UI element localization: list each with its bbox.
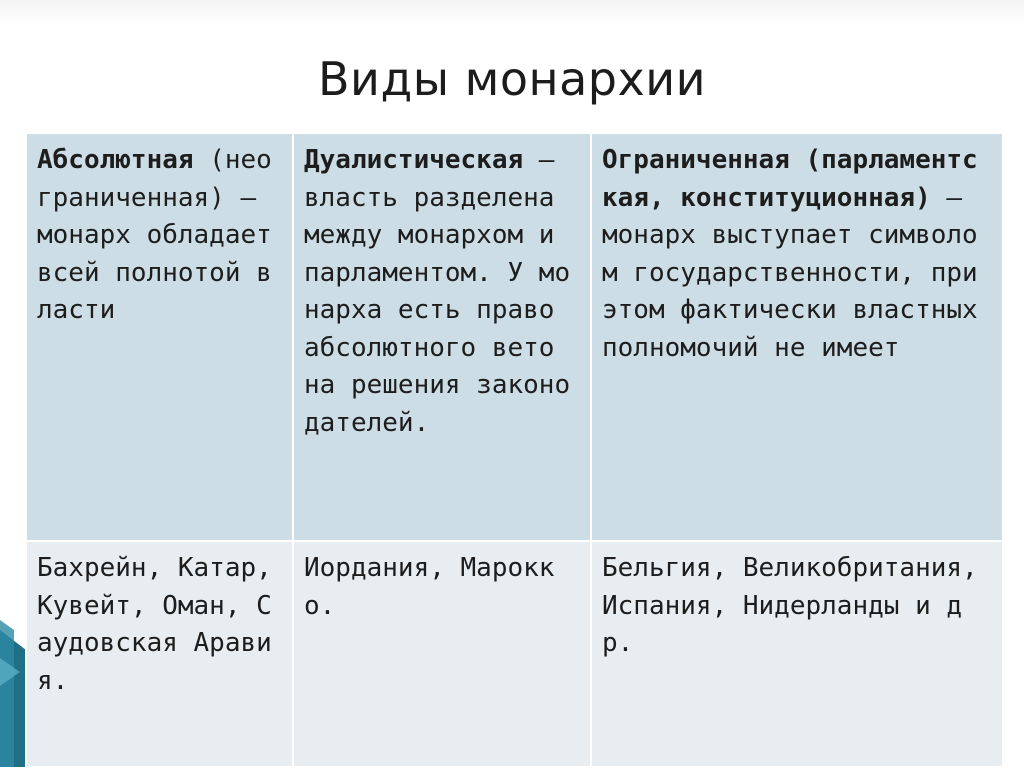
term-label: Абсолютная	[37, 145, 194, 175]
term-label: Ограниченная (парламентская, конституционная)	[602, 145, 978, 213]
term-definition: – власть разделена между монархом и парламентом. У монарха есть право абсолютного вето на решения законодателей.	[304, 145, 571, 438]
table-cell-countries-limited: Бельгия, Великобритания, Испания, Нидерланды и др.	[591, 541, 1003, 767]
slide-title: Виды монархии	[317, 52, 707, 106]
table-cell-absolute	[26, 133, 293, 541]
term-definition: (неограниченная) – монарх обладает всей полнотой власти	[37, 145, 272, 325]
table-cell-limited	[591, 133, 1003, 541]
table-cell-dualistic	[293, 133, 591, 541]
table-row	[26, 541, 1003, 767]
table-cell-countries-absolute: Бахрейн, Катар, Кувейт, Оман, Саудовская Аравия.	[26, 541, 293, 767]
slide-top-edge	[0, 0, 1024, 26]
term-definition: – монарх выступает символом государственности, при этом фактически властных полномочий не имеет	[602, 182, 978, 363]
term-label: Дуалистическая	[304, 145, 524, 175]
table-row	[26, 133, 1003, 541]
monarchy-types-table	[25, 132, 1004, 768]
table-cell-countries-dualistic: Иордания, Марокко.	[293, 541, 591, 767]
